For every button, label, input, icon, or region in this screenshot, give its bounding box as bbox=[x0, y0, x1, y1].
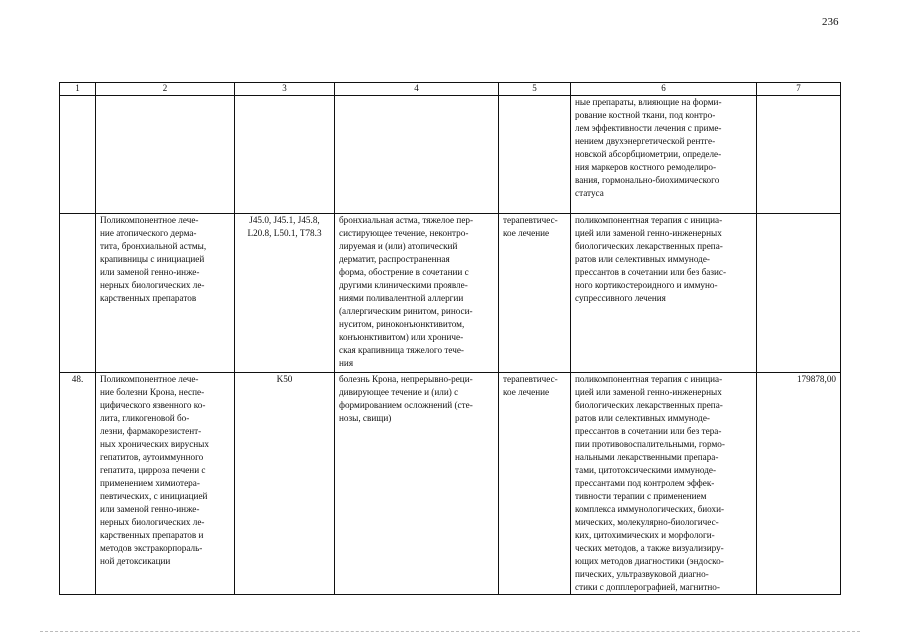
treatment-method bbox=[571, 214, 757, 373]
cell-line: вания, гормонально-биохимического bbox=[575, 175, 720, 185]
cell-line: нением двухэнергетической рентге- bbox=[575, 136, 716, 146]
treatment-type bbox=[499, 214, 571, 373]
cell-line: прессантов в сочетании или без базис- bbox=[575, 267, 727, 277]
treatment-name bbox=[96, 214, 235, 373]
cell-line: нуситом, риноконъюнктивитом, bbox=[339, 319, 465, 329]
cell-line: тивности терапии с применением bbox=[575, 491, 707, 501]
cell-line: нозы, свищи) bbox=[339, 413, 392, 423]
cell-line: статуса bbox=[575, 188, 604, 198]
cell-line: супрессивного лечения bbox=[575, 293, 666, 303]
icd-codes bbox=[235, 96, 335, 214]
cell-line: терапевтичес- bbox=[503, 374, 558, 384]
cell-line: бронхиальная астма, тяжелое пер- bbox=[339, 215, 474, 225]
cell-line: терапевтичес- bbox=[503, 215, 558, 225]
cell-line: нерных биологических ле- bbox=[100, 517, 205, 527]
row-number bbox=[60, 96, 96, 214]
cell-line: лезни, фармакорезистент- bbox=[100, 426, 202, 436]
cell-line: K50 bbox=[276, 374, 293, 384]
header-cell: 3 bbox=[235, 83, 335, 96]
header-cell: 1 bbox=[60, 83, 96, 96]
cell-line: или заменой генно-инже- bbox=[100, 267, 200, 277]
treatment-name bbox=[96, 373, 235, 595]
icd-codes bbox=[235, 214, 335, 373]
cell-line: ческих методов, а также визуализиру- bbox=[575, 543, 724, 553]
header-cell: 4 bbox=[335, 83, 499, 96]
cell-line: певтических, с инициацией bbox=[100, 491, 208, 501]
cell-line: конъюнктивитом) или хрониче- bbox=[339, 332, 464, 342]
cell-line: биологических лекарственных препа- bbox=[575, 400, 723, 410]
cell-line: ния маркеров костного ремоделиро- bbox=[575, 162, 717, 172]
cell-line: Поликомпонентное лече- bbox=[100, 215, 199, 225]
cost-value: 179878,00 bbox=[757, 373, 841, 595]
treatment-name bbox=[96, 96, 235, 214]
cell-line: дивирующее течение и (или) с bbox=[339, 387, 459, 397]
cell-line: ких, цитохимических и морфологи- bbox=[575, 530, 715, 540]
cell-line: прессантами под контролем эффек- bbox=[575, 478, 715, 488]
table-row bbox=[60, 96, 841, 214]
cell-line: цией или заменой генно-инженерных bbox=[575, 228, 722, 238]
cell-line: цией или заменой генно-инженерных bbox=[575, 387, 722, 397]
cell-line: тами, цитотоксическими иммуноде- bbox=[575, 465, 717, 475]
cell-line: кое лечение bbox=[503, 228, 550, 238]
cell-line: нерных биологических ле- bbox=[100, 280, 205, 290]
patient-model bbox=[335, 96, 499, 214]
cell-line: Поликомпонентное лече- bbox=[100, 374, 199, 384]
cell-line: другими клиническими проявле- bbox=[339, 280, 468, 290]
table-row bbox=[60, 373, 841, 595]
cell-line: ратов или селективных иммуноде- bbox=[575, 254, 710, 264]
cell-line: ные препараты, влияющие на форми- bbox=[575, 97, 722, 107]
cell-line: ние атопического дерма- bbox=[100, 228, 197, 238]
cell-line: форма, обострение в сочетании с bbox=[339, 267, 469, 277]
cell-line: ниями поливалентной аллергии bbox=[339, 293, 464, 303]
treatment-type bbox=[499, 373, 571, 595]
cell-line: ного кортикостероидного и иммуно- bbox=[575, 280, 718, 290]
cell-line: систирующее течение, неконтро- bbox=[339, 228, 469, 238]
cell-line: ская крапивница тяжелого тече- bbox=[339, 345, 464, 355]
cell-line: дерматит, распространенная bbox=[339, 254, 450, 264]
cell-line: ной детоксикации bbox=[100, 556, 171, 566]
cell-line: лируемая и (или) атопический bbox=[339, 241, 458, 251]
cell-line: ных хронических вирусных bbox=[100, 439, 209, 449]
page-number: 236 bbox=[822, 16, 839, 28]
cell-line: лита, гликогеновой бо- bbox=[100, 413, 190, 423]
treatment-type bbox=[499, 96, 571, 214]
header-cell: 7 bbox=[757, 83, 841, 96]
cell-line: крапивницы с инициацией bbox=[100, 254, 205, 264]
cell-line: нальными лекарственными препара- bbox=[575, 452, 719, 462]
cost-value bbox=[757, 214, 841, 373]
cell-line: ние болезни Крона, неспе- bbox=[100, 387, 205, 397]
row-number: 48. bbox=[60, 373, 96, 595]
cell-line: ющих методов диагностики (эндоско- bbox=[575, 556, 724, 566]
cell-line: цифического язвенного ко- bbox=[100, 400, 206, 410]
cell-line: биологических лекарственных препа- bbox=[575, 241, 723, 251]
cell-line: пических, ультразвуковой диагно- bbox=[575, 569, 709, 579]
cell-line: мических, молекулярно-биологичес- bbox=[575, 517, 719, 527]
header-row bbox=[60, 83, 841, 96]
cell-line: прессантов в сочетании или без тера- bbox=[575, 426, 722, 436]
treatment-method bbox=[571, 373, 757, 595]
header-cell: 2 bbox=[96, 83, 235, 96]
patient-model bbox=[335, 373, 499, 595]
cell-line: или заменой генно-инже- bbox=[100, 504, 200, 514]
cell-line: рование костной ткани, под контро- bbox=[575, 110, 716, 120]
row-number bbox=[60, 214, 96, 373]
cell-line: J45.0, J45.1, J45.8, bbox=[249, 215, 320, 225]
header-cell: 6 bbox=[571, 83, 757, 96]
cell-line: болезнь Крона, непрерывно-реци- bbox=[339, 374, 473, 384]
cell-line: методов экстракорпораль- bbox=[100, 543, 203, 553]
cell-line: поликомпонентная терапия с инициа- bbox=[575, 215, 723, 225]
icd-codes bbox=[235, 373, 335, 595]
treatment-table bbox=[59, 82, 841, 595]
cost-value bbox=[757, 96, 841, 214]
cell-line: пии противовоспалительными, гормо- bbox=[575, 439, 725, 449]
cell-line: тита, бронхиальной астмы, bbox=[100, 241, 207, 251]
treatment-method bbox=[571, 96, 757, 214]
cell-line: формированием осложнений (сте- bbox=[339, 400, 473, 410]
cell-line: комплекса иммунологических, биохи- bbox=[575, 504, 725, 514]
cell-line: гепатитов, аутоиммунного bbox=[100, 452, 204, 462]
page-edge-line bbox=[40, 631, 860, 632]
cell-line: кое лечение bbox=[503, 387, 550, 397]
cell-line: (аллергическим ринитом, риноси- bbox=[339, 306, 473, 316]
cell-line: гепатита, цирроза печени с bbox=[100, 465, 206, 475]
cell-line: лем эффективности лечения с приме- bbox=[575, 123, 722, 133]
patient-model bbox=[335, 214, 499, 373]
cell-line: карственных препаратов и bbox=[100, 530, 204, 540]
cell-line: стики с допплерографией, магнитно- bbox=[575, 582, 720, 592]
cell-line: L20.8, L50.1, T78.3 bbox=[247, 228, 322, 238]
cell-line: ратов или селективных иммуноде- bbox=[575, 413, 710, 423]
cell-line: новской абсорбциометрии, определе- bbox=[575, 149, 722, 159]
table-row bbox=[60, 214, 841, 373]
cell-line: карственных препаратов bbox=[100, 293, 197, 303]
cell-line: поликомпонентная терапия с инициа- bbox=[575, 374, 723, 384]
cell-line: применением химиотера- bbox=[100, 478, 200, 488]
cell-line: ния bbox=[339, 358, 354, 368]
header-cell: 5 bbox=[499, 83, 571, 96]
